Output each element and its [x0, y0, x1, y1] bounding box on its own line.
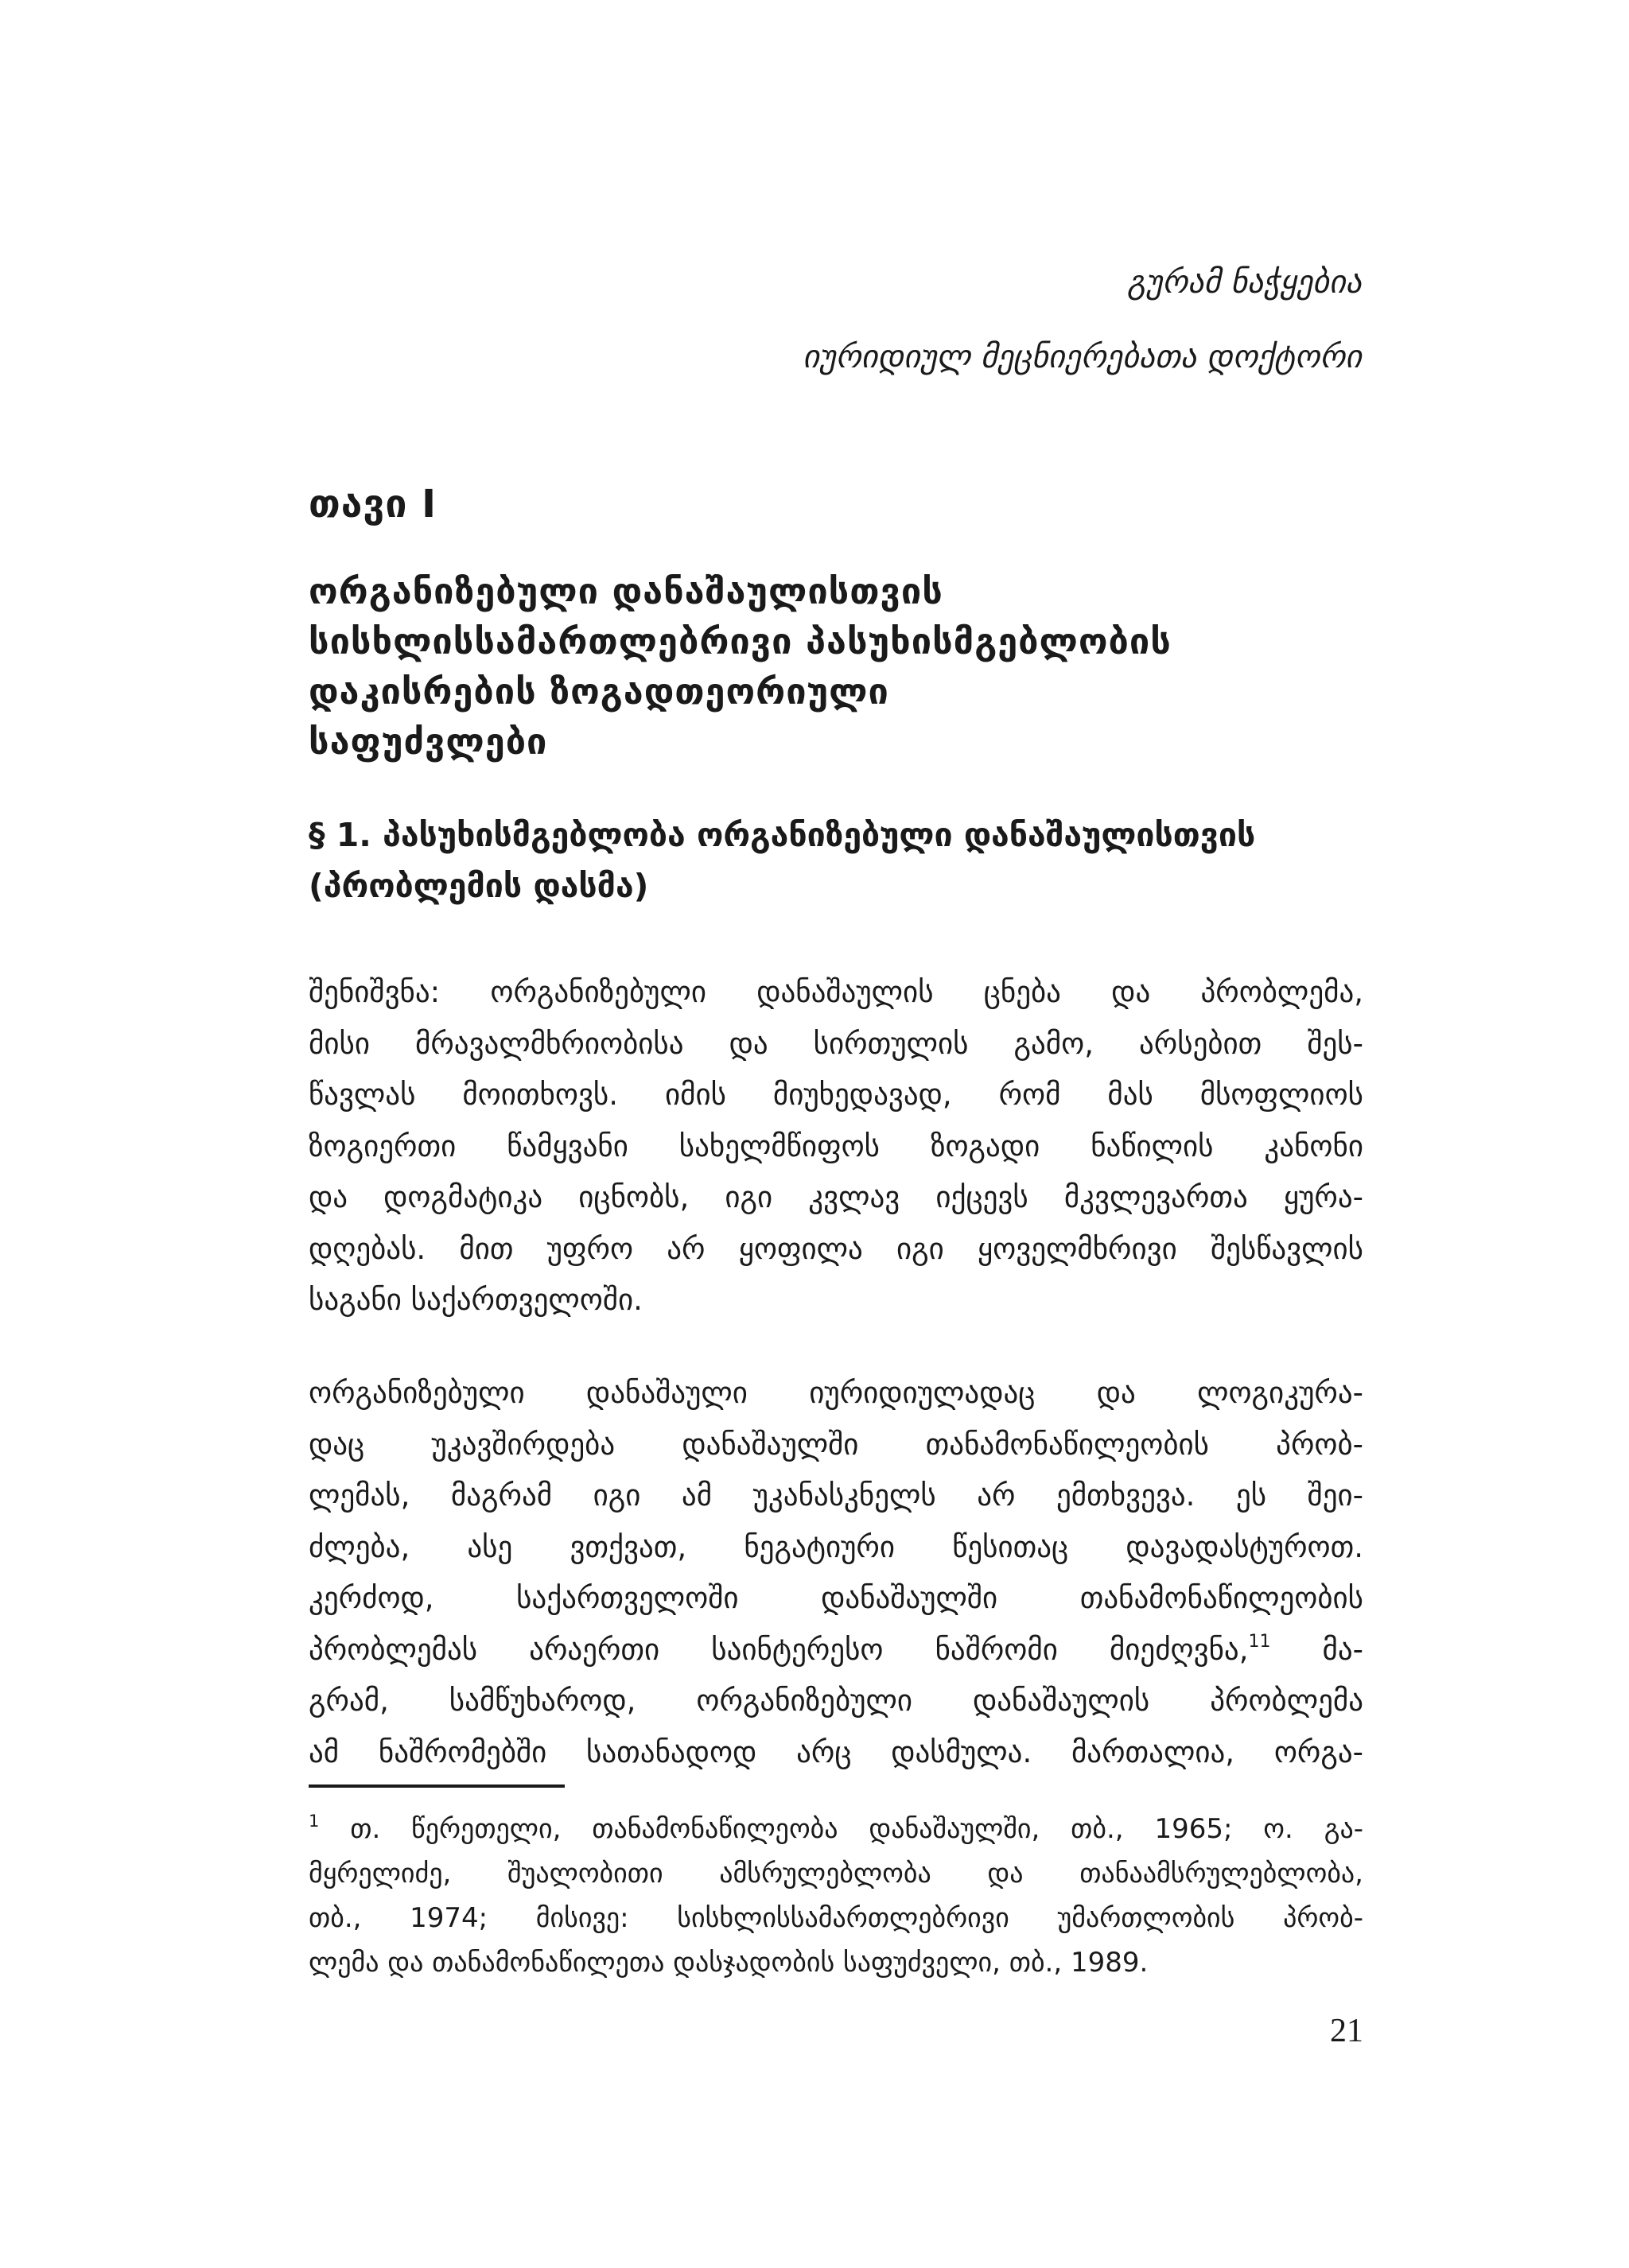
paragraph-line: შენიშვნა: ორგანიზებული დანაშაულის ცნება და პრობლემა, — [309, 975, 1363, 1009]
paragraph-line: ზოგიერთი წამყვანი სახელმწიფოს ზოგადი ნაწილის კანონი — [309, 1128, 1363, 1163]
section-heading-line: § 1. პასუხისმგებლობა ორგანიზებული დანაშაულისთვის — [309, 816, 1256, 854]
paragraph-line: დღებას. მით უფრო არ ყოფილა იგი ყოველმხრივი შესწავლის — [309, 1231, 1363, 1266]
author-name: გურამ ნაჭყებია — [1127, 264, 1362, 301]
paragraph-main — [309, 1368, 1363, 1778]
footnote-separator — [309, 1784, 565, 1788]
chapter-title-line: საფუძვლები — [309, 720, 548, 763]
paragraph-line: მისი მრავალმხრიობისა და სირთულის გამო, არსებით შეს- — [309, 1026, 1363, 1061]
paragraph-line: საგანი საქართველოში. — [309, 1283, 643, 1317]
paragraph-line: ამ ნაშრომებში სათანადოდ არც დასმულა. მართალია, ორგა- — [309, 1734, 1363, 1769]
chapter-title-line: სისხლისსამართლებრივი პასუხისმგებლობის — [309, 620, 1172, 662]
paragraph-line-tail: მა- — [1270, 1632, 1363, 1667]
paragraph-line: დაც უკავშირდება დანაშაულში თანამონაწილეობის პრობ- — [309, 1427, 1363, 1462]
footnote-marker: 1 — [309, 1812, 320, 1831]
page-number: 21 — [1330, 2013, 1363, 2049]
paragraph-line-with-footnote-ref — [309, 1625, 1363, 1676]
paragraph-line: და დოგმატიკა იცნობს, იგი კვლავ იქცევს მკვლევართა ყურა- — [309, 1180, 1363, 1214]
paragraph-note — [309, 967, 1363, 1326]
footnote — [309, 1807, 1363, 1985]
author-degree: იურიდიულ მეცნიერებათა დოქტორი — [803, 339, 1362, 375]
footnote-line: ლემა და თანამონაწილეთა დასჯადობის საფუძველი, თბ., 1989. — [309, 1947, 1149, 1979]
section-heading-line: (პრობლემის დასმა) — [309, 867, 649, 905]
paragraph-line: გრამ, სამწუხაროდ, ორგანიზებული დანაშაულის პრობლემა — [309, 1684, 1363, 1718]
author-block — [803, 245, 1362, 394]
footnote-line — [309, 1807, 1363, 1851]
footnote-line: თბ., 1974; მისივე: სისხლისსამართლებრივი უმართლობის პრობ- — [309, 1902, 1363, 1934]
chapter-title-line: ორგანიზებული დანაშაულისთვის — [309, 570, 943, 612]
chapter-title-line: დაკისრების ზოგადთეორიული — [309, 670, 889, 713]
section-heading — [309, 810, 1255, 911]
chapter-title — [309, 566, 1172, 767]
footnote-line-text: თ. წერეთელი, თანამონაწილეობა დანაშაულში, თბ., 1965; ო. გა- — [350, 1813, 1363, 1845]
paragraph-line: კერძოდ, საქართველოში დანაშაულში თანამონაწილეობის — [309, 1581, 1363, 1615]
footnote-line: მყრელიძე, შუალობითი ამსრულებლობა და თანაამსრულებლობა, — [309, 1858, 1363, 1889]
paragraph-line: ორგანიზებული დანაშაული იურიდიულადაც და ლოგიკურა- — [309, 1376, 1363, 1410]
paragraph-line: წავლას მოითხოვს. იმის მიუხედავად, რომ მას მსოფლიოს — [309, 1078, 1363, 1112]
paragraph-line: ძლება, ასე ვთქვათ, ნეგატიური წესითაც დავადასტუროთ. — [309, 1529, 1363, 1564]
paragraph-line: ლემას, მაგრამ იგი ამ უკანასკნელს არ ემთხვევა. ეს შეი- — [309, 1478, 1363, 1513]
footnote-reference: 11 — [1248, 1631, 1271, 1652]
paragraph-line-text: პრობლემას არაერთი საინტერესო ნაშრომი მიეძღვნა, — [309, 1632, 1249, 1667]
chapter-label: თავი I — [309, 482, 437, 526]
